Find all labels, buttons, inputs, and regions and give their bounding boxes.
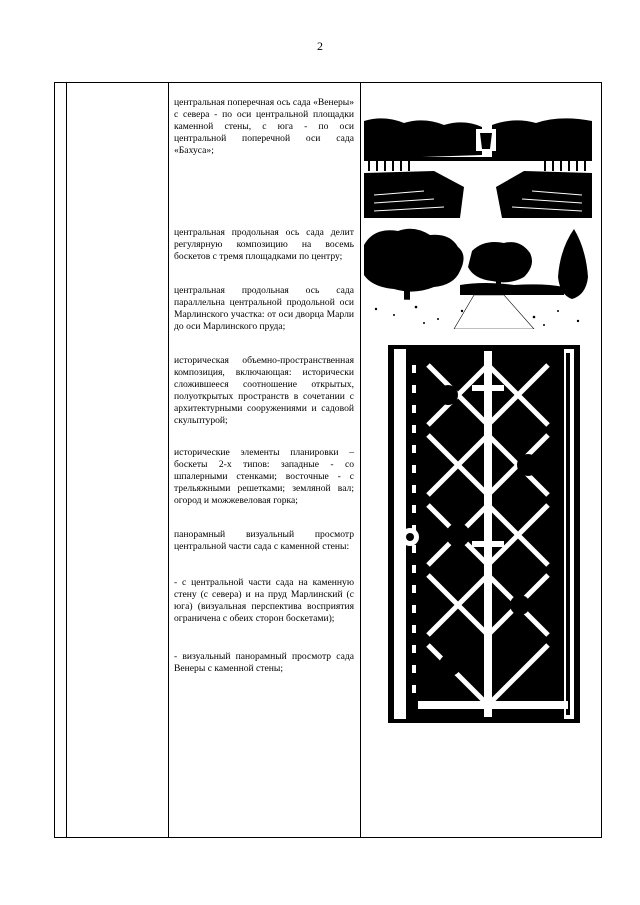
- description-column: [168, 83, 360, 837]
- paragraph-view-from-center: - с центральной части сада на каменную стену (с севера) и на пруд Марлинский (с юга) (визуальная перспектива восприятия ограничена с обеих сторон боскетами);: [174, 577, 354, 625]
- garden-wall-photo: [364, 115, 592, 218]
- paragraph-venus-cross-axis: центральная поперечная ось сада «Венеры» с севера - по оси центральной площадки каменной стены, с юга - по оси центральной поперечной оси сада «Бахуса»;: [174, 97, 354, 157]
- ornamental-trellis-photo: [388, 345, 580, 723]
- document-table: [54, 82, 602, 838]
- page-number: 2: [317, 39, 323, 53]
- paragraph-view-from-wall: - визуальный панорамный просмотр сада Венеры с каменной стены;: [174, 651, 354, 675]
- paragraph-longitudinal-axis: центральная продольная ось сада делит регулярную композицию на восемь боскетов с тремя площадками по центру;: [174, 227, 354, 263]
- paragraph-panoramic-view: панорамный визуальный просмотр центральной части сада с каменной стены:: [174, 529, 354, 553]
- garden-trees-photo: [364, 225, 592, 329]
- table-column-divider: [66, 83, 67, 837]
- paragraph-marly-axis: центральная продольная ось сада параллельна центральной продольной оси Марлинского участка: от оси дворца Марли до оси Марлинского пруда;: [174, 285, 354, 333]
- paragraph-planning-elements: исторические элементы планировки – боскеты 2-х типов: западные - со шпалерными стенками; восточные - с трельяжными решетками; земляной вал; огород и можжевеловая горка;: [174, 447, 354, 507]
- photo-column: [360, 83, 603, 837]
- paragraph-spatial-composition: историческая объемно-пространственная композиция, включающая: исторически сложившееся соотношение открытых, полуоткрытых пространств в сочетании с архитектурными сооружениями и садовой скульптурой;: [174, 355, 354, 427]
